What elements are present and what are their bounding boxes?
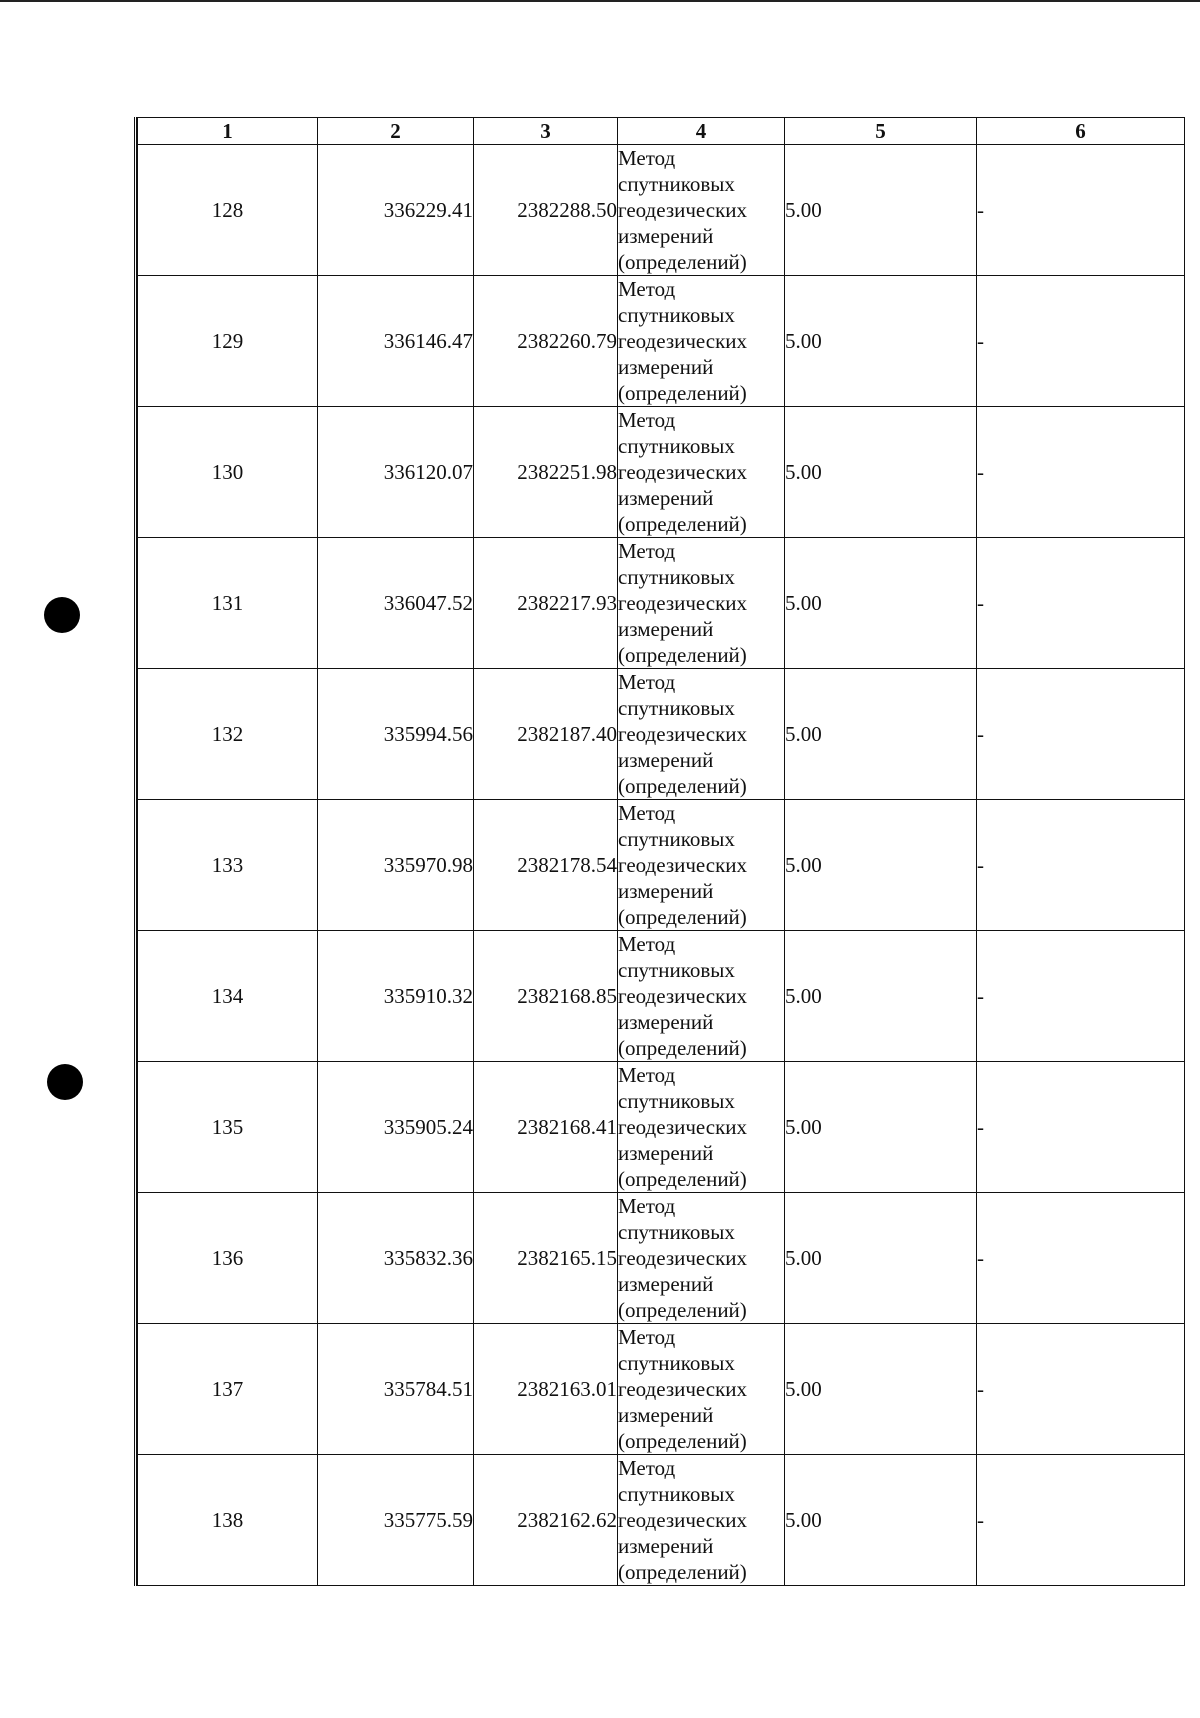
x-coordinate-cell: 336120.07	[318, 407, 474, 538]
method-line: Метод	[618, 801, 676, 825]
method-cell	[618, 276, 785, 407]
punch-hole-mark	[44, 597, 80, 633]
method-line: Метод	[618, 277, 676, 301]
method-line: спутниковых	[618, 958, 735, 982]
y-coordinate-cell: 2382168.85	[474, 931, 618, 1062]
table-row	[138, 145, 1185, 276]
method-line: спутниковых	[618, 565, 735, 589]
note-cell: -	[977, 1193, 1185, 1324]
point-number-cell: 129	[138, 276, 318, 407]
point-number-cell: 136	[138, 1193, 318, 1324]
x-coordinate-cell: 336047.52	[318, 538, 474, 669]
table-row	[138, 669, 1185, 800]
x-coordinate-cell: 336229.41	[318, 145, 474, 276]
table-row	[138, 800, 1185, 931]
y-coordinate-cell: 2382163.01	[474, 1324, 618, 1455]
table-header-row	[138, 118, 1185, 145]
x-coordinate-cell: 335994.56	[318, 669, 474, 800]
column-header: 5	[785, 118, 977, 145]
method-line: спутниковых	[618, 303, 735, 327]
method-line: геодезических	[618, 198, 748, 222]
method-line: Метод	[618, 932, 676, 956]
method-line: измерений	[618, 1534, 714, 1558]
method-line: геодезических	[618, 1377, 748, 1401]
method-line: спутниковых	[618, 1089, 735, 1113]
method-line: спутниковых	[618, 1482, 735, 1506]
table-row	[138, 538, 1185, 669]
method-cell	[618, 800, 785, 931]
accuracy-cell: 5.00	[785, 1193, 977, 1324]
method-line: Метод	[618, 670, 676, 694]
method-line: Метод	[618, 1194, 676, 1218]
y-coordinate-cell: 2382251.98	[474, 407, 618, 538]
method-line: измерений	[618, 1141, 714, 1165]
method-line: геодезических	[618, 1508, 748, 1532]
note-cell: -	[977, 1324, 1185, 1455]
method-cell	[618, 538, 785, 669]
y-coordinate-cell: 2382187.40	[474, 669, 618, 800]
accuracy-cell: 5.00	[785, 669, 977, 800]
x-coordinate-cell: 336146.47	[318, 276, 474, 407]
point-number-cell: 132	[138, 669, 318, 800]
table-row	[138, 407, 1185, 538]
method-line: измерений	[618, 748, 714, 772]
method-line: (определений)	[618, 1298, 747, 1322]
y-coordinate-cell: 2382178.54	[474, 800, 618, 931]
method-cell	[618, 1062, 785, 1193]
coordinates-table-frame	[134, 117, 1185, 1586]
table-row	[138, 931, 1185, 1062]
method-line: геодезических	[618, 984, 748, 1008]
column-header: 6	[977, 118, 1185, 145]
method-line: спутниковых	[618, 1351, 735, 1375]
point-number-cell: 128	[138, 145, 318, 276]
point-number-cell: 137	[138, 1324, 318, 1455]
point-number-cell: 138	[138, 1455, 318, 1586]
table-body	[138, 145, 1185, 1586]
y-coordinate-cell: 2382168.41	[474, 1062, 618, 1193]
method-cell	[618, 931, 785, 1062]
column-header: 4	[618, 118, 785, 145]
method-line: Метод	[618, 1456, 676, 1480]
method-line: геодезических	[618, 1115, 748, 1139]
method-line: (определений)	[618, 1560, 747, 1584]
column-header: 3	[474, 118, 618, 145]
method-line: (определений)	[618, 643, 747, 667]
method-line: спутниковых	[618, 172, 735, 196]
accuracy-cell: 5.00	[785, 931, 977, 1062]
method-line: геодезических	[618, 853, 748, 877]
method-line: измерений	[618, 355, 714, 379]
method-line: (определений)	[618, 1036, 747, 1060]
note-cell: -	[977, 800, 1185, 931]
accuracy-cell: 5.00	[785, 1324, 977, 1455]
point-number-cell: 133	[138, 800, 318, 931]
accuracy-cell: 5.00	[785, 1062, 977, 1193]
accuracy-cell: 5.00	[785, 407, 977, 538]
note-cell: -	[977, 1062, 1185, 1193]
table-row	[138, 1193, 1185, 1324]
method-line: измерений	[618, 1272, 714, 1296]
method-line: измерений	[618, 486, 714, 510]
method-line: геодезических	[618, 722, 748, 746]
method-line: Метод	[618, 146, 676, 170]
method-line: измерений	[618, 1010, 714, 1034]
method-line: (определений)	[618, 250, 747, 274]
method-line: измерений	[618, 617, 714, 641]
method-line: спутниковых	[618, 827, 735, 851]
note-cell: -	[977, 276, 1185, 407]
accuracy-cell: 5.00	[785, 800, 977, 931]
note-cell: -	[977, 931, 1185, 1062]
coordinates-table	[137, 117, 1185, 1586]
method-line: Метод	[618, 1063, 676, 1087]
method-line: спутниковых	[618, 1220, 735, 1244]
method-line: геодезических	[618, 591, 748, 615]
y-coordinate-cell: 2382217.93	[474, 538, 618, 669]
method-line: Метод	[618, 408, 676, 432]
y-coordinate-cell: 2382165.15	[474, 1193, 618, 1324]
method-line: (определений)	[618, 1429, 747, 1453]
method-cell	[618, 669, 785, 800]
note-cell: -	[977, 145, 1185, 276]
method-cell	[618, 145, 785, 276]
accuracy-cell: 5.00	[785, 538, 977, 669]
punch-hole-mark	[47, 1064, 83, 1100]
table-row	[138, 1062, 1185, 1193]
table-row	[138, 276, 1185, 407]
method-line: (определений)	[618, 512, 747, 536]
point-number-cell: 135	[138, 1062, 318, 1193]
x-coordinate-cell: 335775.59	[318, 1455, 474, 1586]
method-line: спутниковых	[618, 696, 735, 720]
note-cell: -	[977, 538, 1185, 669]
x-coordinate-cell: 335910.32	[318, 931, 474, 1062]
method-line: измерений	[618, 879, 714, 903]
x-coordinate-cell: 335784.51	[318, 1324, 474, 1455]
page-top-rule	[0, 0, 1200, 2]
method-cell	[618, 1324, 785, 1455]
method-line: Метод	[618, 539, 676, 563]
method-line: измерений	[618, 224, 714, 248]
table-row	[138, 1455, 1185, 1586]
method-line: (определений)	[618, 1167, 747, 1191]
point-number-cell: 131	[138, 538, 318, 669]
method-cell	[618, 1193, 785, 1324]
method-cell	[618, 1455, 785, 1586]
note-cell: -	[977, 1455, 1185, 1586]
accuracy-cell: 5.00	[785, 1455, 977, 1586]
x-coordinate-cell: 335832.36	[318, 1193, 474, 1324]
method-line: измерений	[618, 1403, 714, 1427]
method-line: (определений)	[618, 774, 747, 798]
y-coordinate-cell: 2382162.62	[474, 1455, 618, 1586]
column-header: 2	[318, 118, 474, 145]
point-number-cell: 134	[138, 931, 318, 1062]
method-line: (определений)	[618, 381, 747, 405]
column-header: 1	[138, 118, 318, 145]
point-number-cell: 130	[138, 407, 318, 538]
method-cell	[618, 407, 785, 538]
method-line: (определений)	[618, 905, 747, 929]
method-line: геодезических	[618, 1246, 748, 1270]
x-coordinate-cell: 335970.98	[318, 800, 474, 931]
note-cell: -	[977, 669, 1185, 800]
table-row	[138, 1324, 1185, 1455]
accuracy-cell: 5.00	[785, 276, 977, 407]
accuracy-cell: 5.00	[785, 145, 977, 276]
method-line: Метод	[618, 1325, 676, 1349]
x-coordinate-cell: 335905.24	[318, 1062, 474, 1193]
y-coordinate-cell: 2382260.79	[474, 276, 618, 407]
y-coordinate-cell: 2382288.50	[474, 145, 618, 276]
method-line: спутниковых	[618, 434, 735, 458]
method-line: геодезических	[618, 460, 748, 484]
method-line: геодезических	[618, 329, 748, 353]
note-cell: -	[977, 407, 1185, 538]
